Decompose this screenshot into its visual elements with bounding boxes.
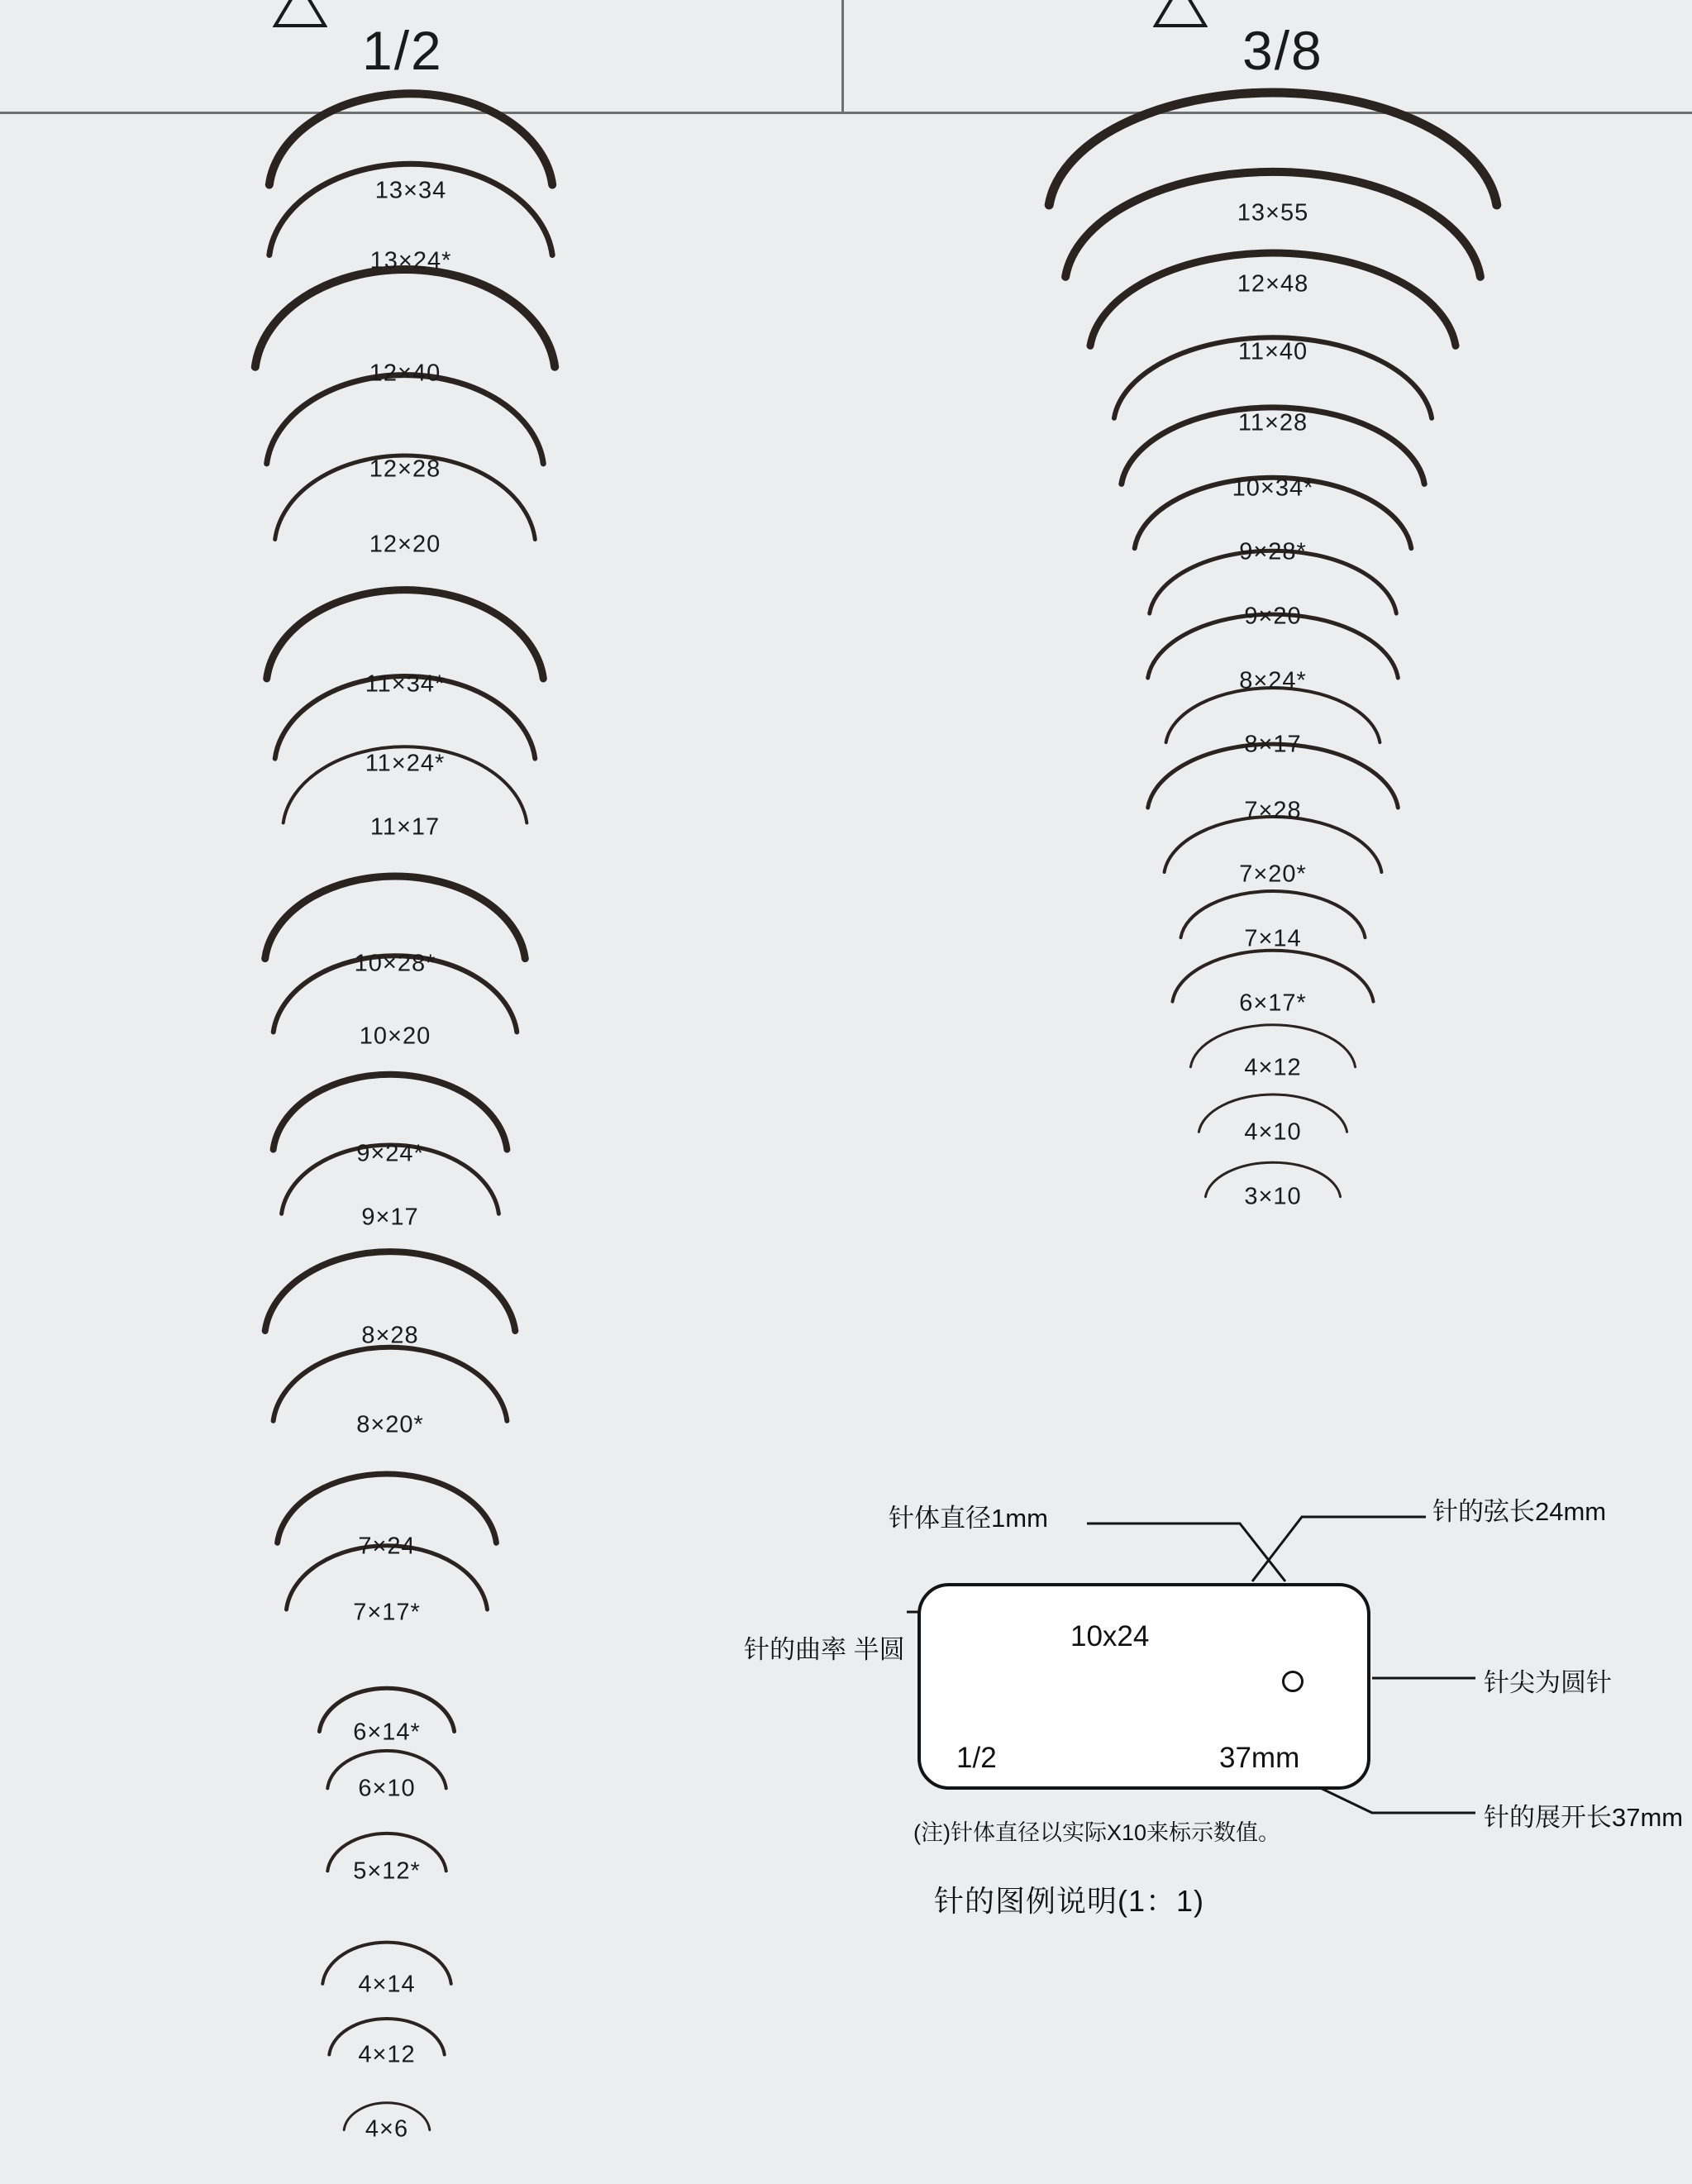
needle-size-label: 8×20* (356, 1411, 424, 1438)
needle-arc (267, 375, 544, 464)
needle-size-label: 13×34 (374, 177, 447, 204)
column-header-three-eighth (1153, 20, 1323, 81)
needle-size-label: 10×28* (354, 950, 436, 977)
needle-size-label: 11×24* (365, 750, 446, 777)
legend-card-length: 37mm (1219, 1742, 1300, 1774)
needle-size-label: 13×24* (369, 247, 452, 274)
legend-callout-chord: 针的弦长24mm (1432, 1497, 1607, 1526)
legend-card-curvature: 1/2 (956, 1742, 997, 1774)
needle-size-label: 6×17* (1239, 989, 1307, 1017)
needle-size-label: 7×14 (1244, 925, 1302, 952)
needle-size-label: 9×17 (361, 1204, 419, 1231)
needle-size-label: 4×12 (358, 2041, 416, 2068)
needle-size-label: 11×17 (369, 813, 441, 841)
needle-size-label: 3×10 (1244, 1183, 1302, 1210)
needle-size-label: 12×20 (369, 531, 441, 558)
chart-header (0, 0, 1692, 114)
legend-callout-curvature: 针的曲率 半圆 (744, 1635, 905, 1664)
legend-callout-diameter: 针体直径1mm (889, 1504, 1048, 1533)
legend-panel (744, 1476, 1684, 2054)
needle-size-label: 11×34* (365, 670, 446, 698)
needle-size-label: 11×40 (1237, 338, 1308, 365)
needle-size-label: 4×14 (358, 1971, 416, 1998)
triangle-outline-icon (1153, 27, 1208, 74)
needle-arc (267, 590, 544, 679)
needle-size-label: 5×12* (353, 1857, 421, 1885)
column-header-label: 3/8 (1242, 20, 1323, 81)
needle-size-label: 4×6 (365, 2115, 409, 2143)
needle-size-label: 9×24* (356, 1140, 424, 1167)
needle-size-label: 8×17 (1244, 731, 1302, 758)
needle-size-label: 11×28 (1237, 409, 1308, 436)
needle-arc (265, 1252, 516, 1331)
header-divider (841, 0, 844, 114)
needle-size-label: 7×17* (353, 1599, 421, 1626)
needle-size-label: 8×28 (361, 1322, 419, 1349)
needle-size-label: 8×24* (1239, 667, 1307, 694)
needle-size-label: 6×10 (358, 1775, 416, 1802)
needle-size-label: 12×40 (369, 360, 441, 387)
legend-callout-length: 针的展开长37mm (1484, 1803, 1684, 1832)
needle-size-label: 6×14* (353, 1719, 421, 1746)
needle-size-label: 4×12 (1244, 1054, 1302, 1081)
column-header-label: 1/2 (362, 20, 443, 81)
legend-callout-point: 针尖为圆针 (1484, 1668, 1612, 1697)
needle-size-label: 10×20 (359, 1023, 431, 1050)
needle-arc (1090, 253, 1456, 346)
legend-note: (注)针体直径以实际X10来标示数值。 (913, 1820, 1281, 1845)
column-header-half (273, 20, 443, 81)
needle-arc (265, 876, 526, 959)
needle-size-label: 7×28 (1244, 797, 1302, 824)
needle-size-label: 9×28* (1239, 538, 1307, 565)
needle-size-label: 4×10 (1244, 1118, 1302, 1146)
needle-arc (255, 269, 555, 367)
needle-size-label: 7×24 (358, 1533, 416, 1560)
needle-size-label: 9×20 (1244, 603, 1302, 630)
needle-size-label: 13×55 (1237, 199, 1309, 227)
needle-size-label: 7×20* (1239, 861, 1307, 888)
needle-size-label: 12×28 (369, 455, 441, 483)
triangle-outline-icon (273, 27, 327, 74)
legend-card-code: 10x24 (1070, 1620, 1150, 1652)
needle-arc (274, 1347, 508, 1421)
needle-size-label: 10×34* (1232, 474, 1314, 502)
legend-title: 针的图例说明(1：1) (934, 1884, 1205, 1918)
needle-arc (274, 1075, 508, 1150)
needle-point-dot-icon (1282, 1671, 1304, 1692)
needle-size-label: 12×48 (1237, 270, 1309, 298)
